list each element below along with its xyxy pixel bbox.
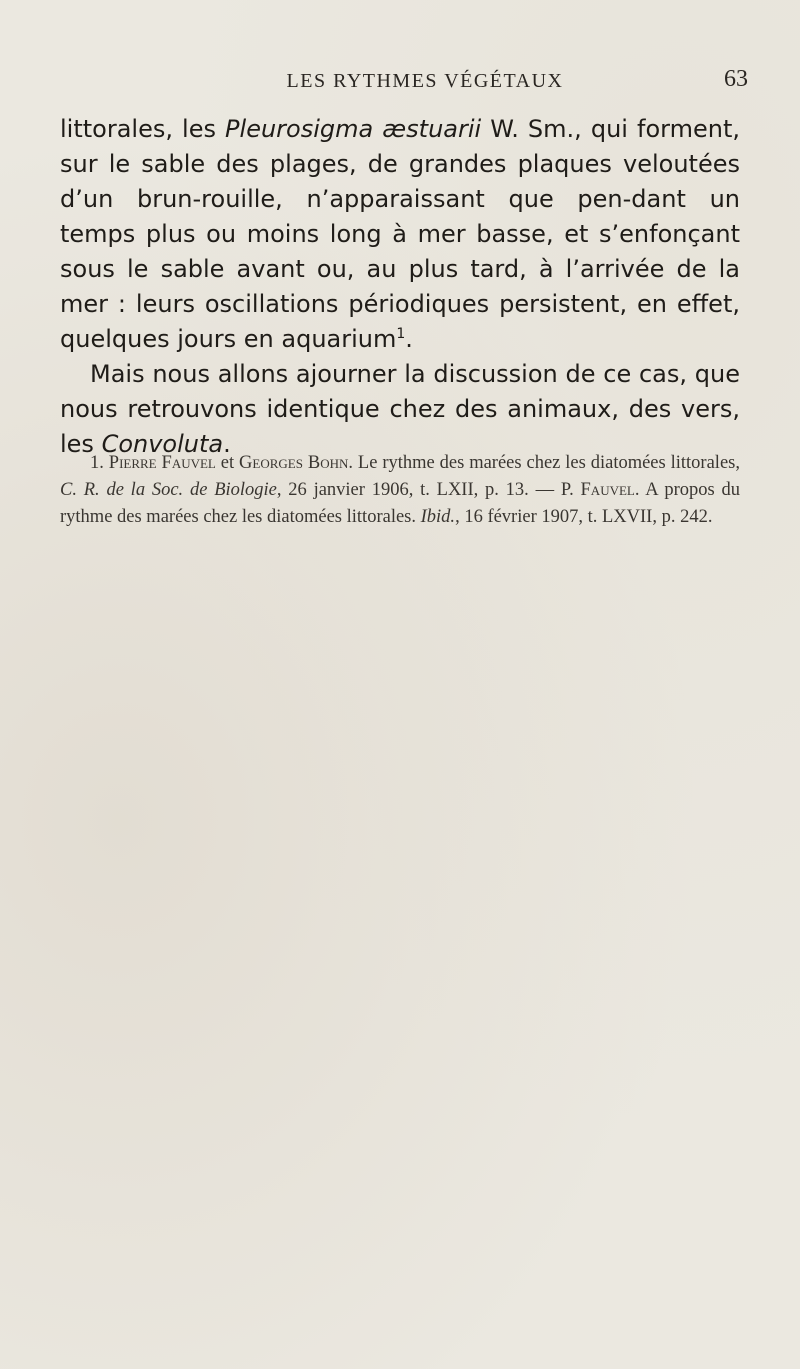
body-text — [60, 112, 740, 462]
footnote-text-2: , 26 janvier 1906, t. LXII, p. 13. — P. — [276, 480, 581, 500]
paragraph-2 — [60, 357, 740, 462]
paragraph-1 — [60, 112, 740, 357]
running-head: LES RYTHMES VÉGÉTAUX — [286, 70, 564, 92]
footnotes — [60, 450, 740, 531]
p1-text-1: littorales, les — [60, 115, 226, 143]
footnote-reference: 1 — [396, 326, 406, 342]
footnote-author-2: Georges Bohn — [239, 453, 349, 473]
p2-text-1: Mais nous allons ajourner la discussion de ce cas, que nous retrouvons identique chez des animaux, des vers, les — [60, 360, 740, 458]
footnote-and: et — [215, 453, 240, 473]
genus-name: Convoluta — [101, 430, 224, 458]
footnote-text-3: . A propos du rythme des marées chez les diatomées littorales. — [60, 480, 740, 527]
footnote-author-3: Fauvel — [580, 480, 635, 500]
footnote-journal: C. R. de la Soc. de Biologie — [60, 480, 277, 500]
footnote-1 — [60, 450, 740, 531]
p1-text-2: W. Sm., qui forment, sur le sable des plages, de grandes plaques veloutées d’un brun-rouille, n’apparaissant que pen-dant un temps plus ou moins long à mer basse, et s’enfonçant sous le sable avant ou, au plus tard, à l’arrivée de la mer : leurs oscillations périodiques persistent, en effet, quelques jours en aquarium — [60, 115, 740, 353]
page-number: 63 — [724, 66, 748, 92]
species-name: Pleurosigma æstuarii — [225, 115, 482, 143]
footnote-author-1: Pierre Fauvel — [108, 453, 216, 473]
footnote-text-4: , 16 février 1907, t. LXVII, p. 242. — [455, 507, 713, 527]
footnote-number: 1. — [90, 453, 109, 473]
footnote-ibid: Ibid. — [420, 507, 456, 527]
p1-text-3: . — [405, 325, 413, 353]
p2-text-2: . — [223, 430, 231, 458]
footnote-text-1: . Le rythme des marées chez les diatomées littorales, — [348, 453, 740, 473]
